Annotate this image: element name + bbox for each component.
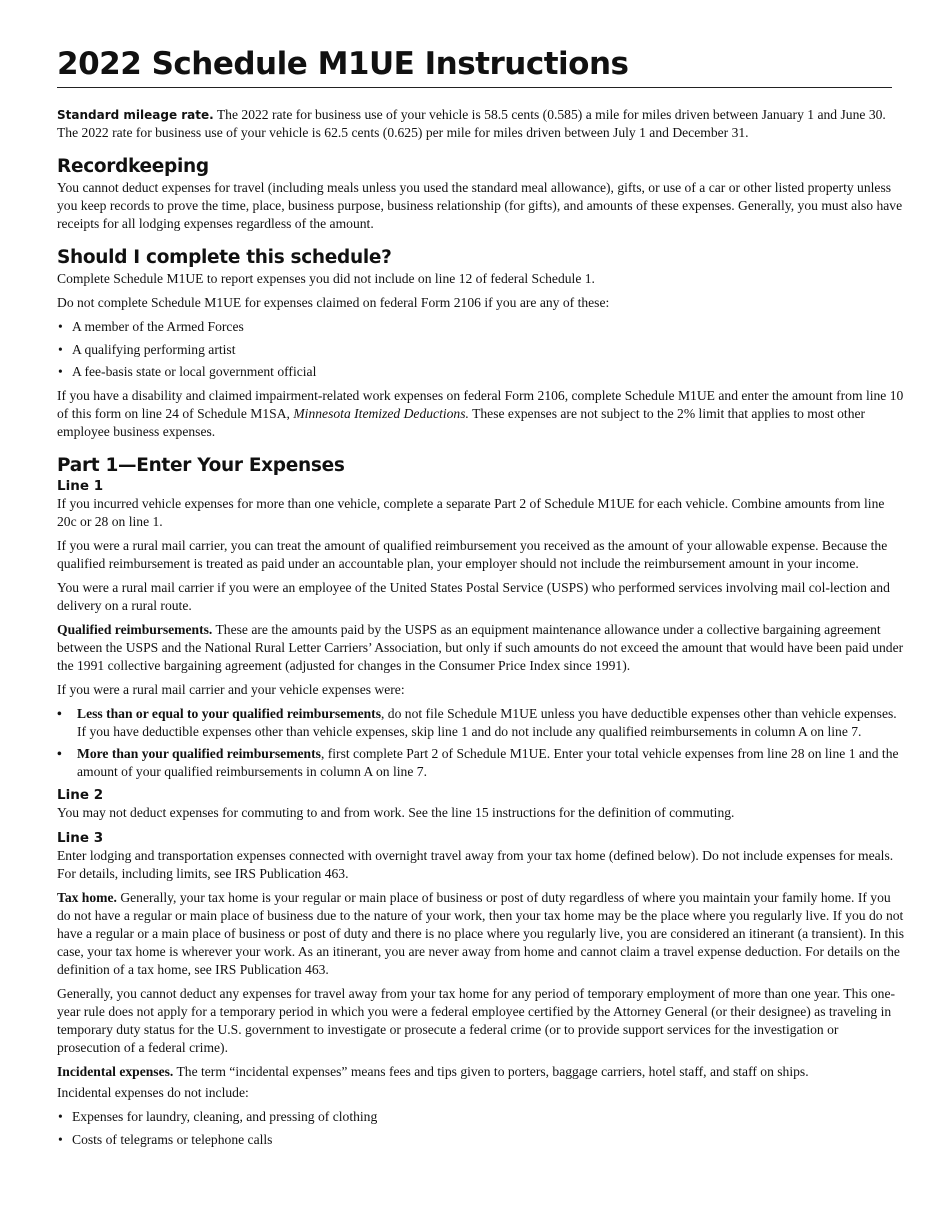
list-item bbox=[57, 1131, 905, 1149]
tax-home-text: Generally, your tax home is your regular or main place of business or post of duty regardless of where you maintain your family home. If you do not have a regular or main place of business due to the nature of your work, then your tax home may be the place where you regularly live. If you do not have a regular or a main place of business or post of duty and there is no place where you regularly live, you are considered an itinerant (a transient). In this case, your tax home is wherever your work. As an itinerant, you are never away from home and cannot claim a travel expense deduction. For details on the definition of a tax home, see IRS Publication 463. bbox=[57, 890, 905, 978]
line1-p1: If you incurred vehicle expenses for more than one vehicle, complete a separate Part 2 of Schedule M1UE for each vehicle. Combine amounts from line 20c or 28 on line 1. bbox=[57, 496, 885, 530]
line3-heading: Line 3 bbox=[57, 830, 104, 847]
recordkeeping-heading: Recordkeeping bbox=[57, 156, 209, 177]
line3-p3: Incidental expenses do not include: bbox=[57, 1085, 249, 1101]
tax-home-paragraph bbox=[57, 889, 905, 979]
line3-p2: Generally, you cannot deduct any expenses for travel away from your tax home for any period of temporary employment of more than one year. This one-year rule does not apply for a temporary period in which you were a federal employee certified by the Attorney General (or their designee) as traveling in temporary duty status for the U.S. government to investigate or prosecute a federal crime (or to provide support services for the investigation or prosecution of a federal crime). bbox=[57, 986, 895, 1056]
part1-heading: Part 1—Enter Your Expenses bbox=[57, 455, 345, 477]
list-item-text: A member of the Armed Forces bbox=[72, 319, 244, 334]
incidental-expenses-text: The term “incidental expenses” means fees and tips given to porters, baggage carriers, hotel staff, and staff on ships. bbox=[173, 1064, 809, 1080]
line1-heading: Line 1 bbox=[57, 478, 104, 495]
bullet-icon: • bbox=[57, 746, 62, 762]
incidental-expenses-label: Incidental expenses. bbox=[57, 1064, 174, 1080]
should-complete-p1: Complete Schedule M1UE to report expenses you did not include on line 12 of federal Schedule 1. bbox=[57, 271, 595, 286]
disability-paragraph bbox=[57, 387, 905, 441]
list-item-label: More than your qualified reimbursements bbox=[77, 746, 321, 762]
mileage-rate-label: Standard mileage rate. bbox=[57, 108, 214, 122]
line3-p1: Enter lodging and transportation expenses connected with overnight travel away from your tax home (defined below). Do not include expenses for meals. For details, including limits, see IRS Publication 463. bbox=[57, 848, 894, 882]
list-item bbox=[57, 341, 905, 359]
page-title: 2022 Schedule M1UE Instructions bbox=[57, 42, 892, 88]
bullet-icon: • bbox=[58, 341, 63, 357]
line1-p2: If you were a rural mail carrier, you can treat the amount of qualified reimbursement you received as the amount of your allowable expense. Because the qualified reimbursement is treated as paid under an accountable plan, your employer should not include the reimbursement amount in your income. bbox=[57, 538, 888, 572]
qualified-reimbursements-text: These are the amounts paid by the USPS as an equipment maintenance allowance under a collective bargaining agreement between the USPS and the National Rural Letter Carriers’ Association, but only if such amounts do not exceed the amount that would have been paid under the 1991 collective bargaining agreement (adjusted for changes in the Consumer Price Index since 1991). bbox=[57, 622, 904, 674]
list-item-text: A fee-basis state or local government official bbox=[72, 364, 317, 380]
list-item bbox=[57, 1108, 905, 1126]
list-item bbox=[57, 745, 905, 781]
should-complete-heading: Should I complete this schedule? bbox=[57, 247, 392, 268]
list-item bbox=[57, 318, 905, 336]
disability-text-b: These expenses are not subject to the 2% limit that applies to most other employee business expenses. bbox=[57, 406, 866, 440]
recordkeeping-text: You cannot deduct expenses for travel (including meals unless you used the standard meal allowance), gifts, or use of a car or other listed property unless you keep records to prove the time, place, business purpose, business relationship (for gifts), and amounts of these expenses. Generally, you must also have receipts for all lodging expenses regardless of the amount. bbox=[57, 180, 903, 231]
bullet-icon: • bbox=[58, 319, 63, 334]
exempt-list bbox=[57, 318, 905, 381]
bullet-icon: • bbox=[58, 364, 63, 380]
bullet-icon: • bbox=[58, 1131, 63, 1147]
line2-p1: You may not deduct expenses for commuting to and from work. See the line 15 instructions for the definition of commuting. bbox=[57, 805, 735, 821]
list-item-text: , do not file Schedule M1UE unless you have deductible expenses other than vehicle expenses. If you have deductible expenses other than vehicle expenses, skip line 1 and do not include any qualified reimbursements in column A on line 7. bbox=[77, 706, 897, 740]
line1-p3: You were a rural mail carrier if you were an employee of the United States Postal Service (USPS) who performed services involving mail col-lection and delivery on a rural route. bbox=[57, 580, 890, 614]
list-item-label: Less than or equal to your qualified reimbursements bbox=[77, 706, 381, 722]
disability-text-a: If you have a disability and claimed impairment-related work expenses on federal Form 2106, complete Schedule M1UE and enter the amount from line 10 of this form on line 24 of Schedule M1SA, bbox=[57, 388, 904, 422]
should-complete-p2: Do not complete Schedule M1UE for expenses claimed on federal Form 2106 if you are any of these: bbox=[57, 295, 610, 310]
list-item-text: , first complete Part 2 of Schedule M1UE. Enter your total vehicle expenses from line 28 on line 1 and the amount of your qualified reimbursements in column A on line 7. bbox=[77, 746, 899, 780]
line2-heading: Line 2 bbox=[57, 787, 104, 804]
document-page bbox=[57, 42, 905, 1155]
qualified-reimbursements-label: Qualified reimbursements. bbox=[57, 622, 213, 638]
bullet-icon: • bbox=[57, 706, 62, 722]
line1-p4: If you were a rural mail carrier and your vehicle expenses were: bbox=[57, 682, 405, 698]
vehicle-expense-list bbox=[57, 705, 905, 781]
list-item-text: Expenses for laundry, cleaning, and pressing of clothing bbox=[72, 1109, 378, 1125]
mileage-rate-paragraph bbox=[57, 106, 905, 142]
list-item bbox=[57, 705, 905, 741]
incidental-expenses-paragraph bbox=[57, 1063, 905, 1081]
bullet-icon: • bbox=[58, 1109, 63, 1125]
list-item-text: Costs of telegrams or telephone calls bbox=[72, 1131, 273, 1147]
qualified-reimbursements-paragraph bbox=[57, 621, 905, 675]
tax-home-label: Tax home. bbox=[57, 890, 117, 906]
list-item-text: A qualifying performing artist bbox=[72, 341, 236, 357]
form-title-italic: Minnesota Itemized Deductions. bbox=[293, 406, 469, 422]
mileage-rate-text: The 2022 rate for business use of your vehicle is 58.5 cents (0.585) a mile for miles driven between January 1 and June 30. The 2022 rate for business use of your vehicle is 62.5 cents (0.625) per mile for miles driven between July 1 and December 31. bbox=[57, 107, 886, 140]
incidental-exclusions-list bbox=[57, 1108, 905, 1149]
list-item bbox=[57, 363, 905, 381]
